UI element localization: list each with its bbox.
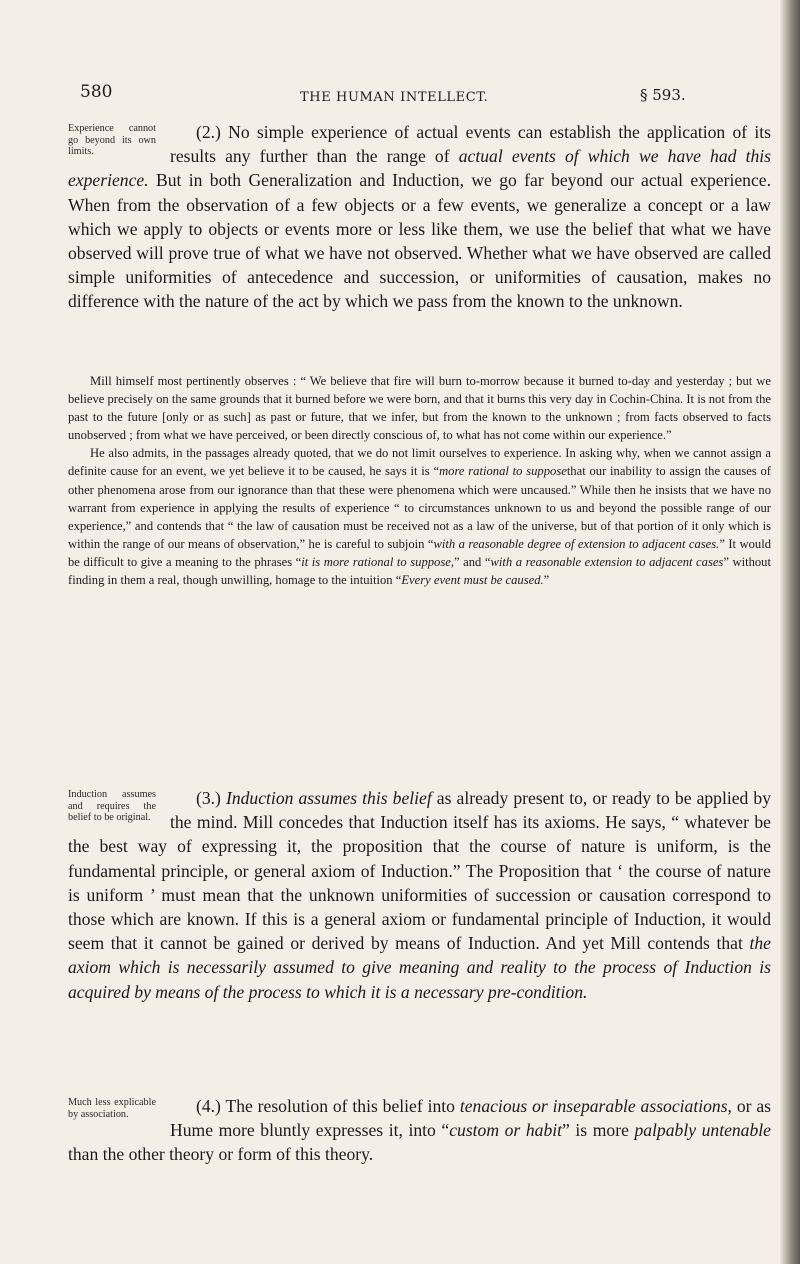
note-paragraph-1: Mill himself most pertinently observes : “ We believe that fire will burn to-morrow because it burned to-day and yesterday ; but we believe precisely on the same grounds that it burned before we were born, and that it burns this very day in Cochin-China. It is not from the past to the future [only or as such] as past or future, that we infer, but from the known to the unknown ; from facts observed to facts unobserved ; from what we have perceived, or been directly conscious of, to what has not come within our experience.” [68, 374, 771, 443]
note-paragraph-2: He also admits, in the passages already quoted, that we do not limit ourselves to experience. In asking why, when we cannot assign a definite cause for an event, we yet believe it to be caused, he says it is “more rational to supposethat our inability to assign the causes of other phenomena arose from our ignorance than that these were phenomena which were uncaused.” While then he insists that we have no warrant from experience in applying the results of experience “ to circumstances unknown to us and beyond the possible range of our experience,” and contends that “ the law of causation must be received not as a law of the universe, but of that portion of it only which is within the range of our means of observation,” he is careful to subjoin “with a reasonable degree of extension to adjacent cases.” It would be difficult to give a meaning to the phrases “it is more rational to suppose,” and “with a reasonable extension to adjacent cases” without finding in them a real, though unwilling, homage to the intuition “Every event must be caused.” [68, 446, 771, 588]
paragraph-3-text: as already present to, or ready to be applied by the mind. Mill concedes that Induction itself has its axioms. He says, “ whatever be the best way of expressing it, the proposition that the course of nature is uniform, is the fundamental principle, or general axiom of Induction.” The Proposition that ‘ the course of nature is uniform ’ must mean that the unknown uniformities of succession or causation correspond to those which are known. If this is a general axiom or fundamental principle of Induction, it would seem that it cannot be gained or derived by means of Induction. And yet Mill contends that [68, 788, 771, 954]
paragraph-3-emphasis-2: the axiom which is necessarily assumed to give meaning and reality to the process of Induction is acquired by means of the process to which it is a necessary pre-condition. [68, 933, 771, 1002]
paragraph-2-lead: (2.) No simple experience of actual events can establish the application of its results any further than the range of [170, 122, 771, 167]
margin-note-association: Much less explicable by association. [68, 1097, 156, 1120]
paragraph-4-emphasis-1: tenacious or inseparable associations, [459, 1096, 732, 1116]
note-block [68, 372, 771, 589]
paragraph-4-text-2: ” is more [562, 1120, 629, 1141]
paragraph-3-emphasis-1: Induction assumes this belief [225, 788, 432, 808]
paragraph-4 [68, 1094, 771, 1167]
paragraph-2-rest: But in both Generalization and Induction, we go far beyond our actual experience. When from the observation of a few objects or a few events, we generalize a concept or a law which we apply to objects or events more or less like them, we use the belief that what we have observed will prove true of what we have not observed. Whether what we have observed are called simple uniformities of antecedence and succession, or uniformities of causation, makes no difference with the nature of the act by which we pass from the known to the unknown. [68, 170, 771, 312]
page-gutter [780, 0, 800, 1264]
section-reference: § 593. [640, 86, 686, 104]
paragraph-2 [68, 120, 771, 314]
margin-note-experience: Experience cannot go beyond its own limits. [68, 123, 156, 158]
paragraph-4-text-3: than the other theory or form of this theory. [68, 1144, 374, 1165]
paragraph-4-text-1: or as Hume more bluntly expresses it, into “ [170, 1096, 771, 1141]
paragraph-4-lead: (4.) The resolution of this belief into [196, 1096, 455, 1116]
paragraph-4-emphasis-3: palpably untenable [634, 1120, 771, 1141]
paragraph-4-emphasis-2: custom or habit [449, 1120, 563, 1141]
paragraph-3-lead: (3.) [196, 788, 221, 808]
paragraph-3 [68, 786, 771, 1004]
page-number: 580 [80, 82, 113, 102]
margin-note-induction: Induction assumes and requires the belief to be original. [68, 789, 156, 824]
running-title: THE HUMAN INTELLECT. [300, 90, 489, 105]
paragraph-2-emphasis: actual events of which we have had this experience. [68, 146, 771, 191]
